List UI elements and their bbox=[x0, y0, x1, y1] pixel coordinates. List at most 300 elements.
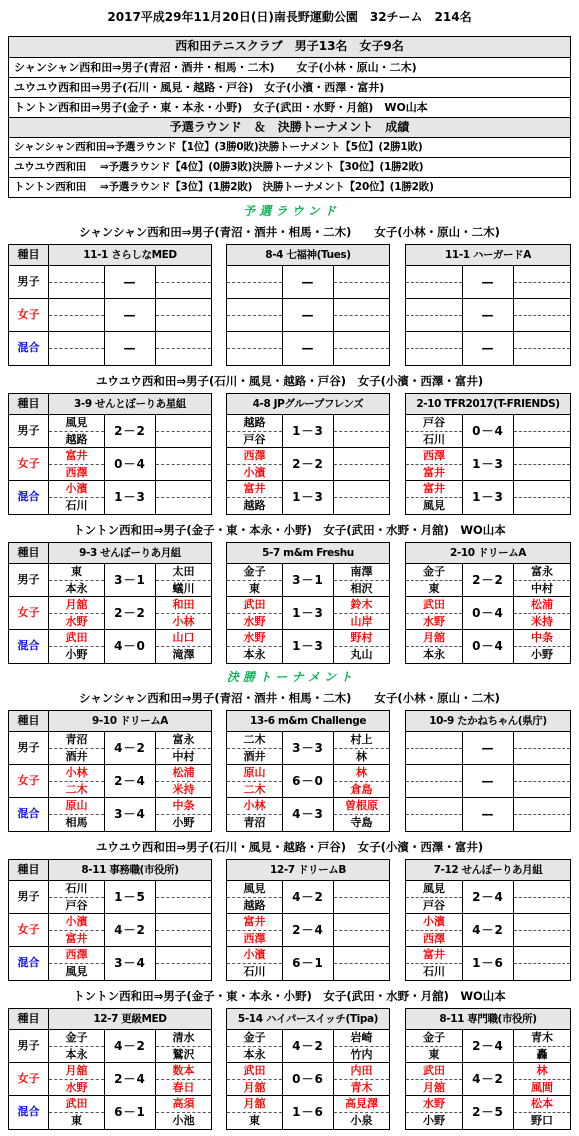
event-label: 男子 bbox=[9, 415, 48, 448]
player-name: 水野 bbox=[423, 1097, 445, 1110]
player-name bbox=[514, 814, 570, 830]
opponent-pair bbox=[334, 415, 389, 447]
our-pair bbox=[406, 266, 462, 298]
match-row bbox=[406, 564, 570, 597]
player-name bbox=[227, 315, 282, 331]
opponent-pair bbox=[156, 630, 211, 663]
player-name: 西澤 bbox=[49, 464, 104, 480]
player-name: 松浦 bbox=[531, 598, 553, 611]
player-name: 酒井 bbox=[227, 748, 282, 764]
stage-heading: 予 選 ラ ウ ン ド bbox=[243, 204, 336, 218]
player-name: 轟 bbox=[514, 1046, 570, 1062]
player-name bbox=[156, 348, 211, 364]
player-name bbox=[49, 348, 104, 364]
our-pair bbox=[406, 1063, 462, 1095]
player-name bbox=[334, 497, 389, 513]
player-name: 小泉 bbox=[334, 1112, 389, 1128]
team-section bbox=[0, 837, 579, 981]
player-name bbox=[227, 299, 282, 315]
opponent-pair bbox=[156, 448, 211, 480]
match-row bbox=[227, 914, 389, 947]
match-row bbox=[49, 448, 211, 481]
player-name bbox=[406, 299, 462, 315]
player-name: 金子 bbox=[423, 1031, 445, 1044]
opponent-pair bbox=[156, 947, 211, 980]
player-name: 小濱 bbox=[423, 915, 445, 928]
player-name: 石川 bbox=[65, 882, 88, 895]
match-row bbox=[227, 1030, 389, 1063]
score: 1－3 bbox=[282, 630, 334, 663]
player-name: 小濱 bbox=[65, 482, 88, 495]
our-pair bbox=[227, 564, 282, 596]
opponent-pair bbox=[514, 332, 570, 365]
player-name: 寺島 bbox=[334, 814, 389, 830]
player-name: 丸山 bbox=[334, 646, 389, 662]
our-pair bbox=[49, 415, 104, 447]
player-name bbox=[514, 282, 570, 298]
match-table bbox=[8, 393, 571, 515]
match-row bbox=[406, 266, 570, 299]
player-name: 本永 bbox=[49, 1046, 104, 1062]
club-header: 西和田テニスクラブ 男子13名 女子9名 bbox=[9, 37, 570, 57]
opponent-pair bbox=[514, 597, 570, 629]
opponent-pair bbox=[334, 798, 389, 831]
opponent-pair bbox=[514, 564, 570, 596]
opponent-pair bbox=[514, 765, 570, 797]
match-group bbox=[48, 542, 212, 664]
player-name: 本永 bbox=[406, 646, 462, 662]
opponent-pair bbox=[334, 881, 389, 913]
match-row bbox=[49, 630, 211, 663]
score: 6－1 bbox=[282, 947, 334, 980]
score: 4－2 bbox=[462, 914, 514, 946]
player-name: 青沼 bbox=[227, 814, 282, 830]
player-name: 水野 bbox=[406, 613, 462, 629]
player-name: 相馬 bbox=[49, 814, 104, 830]
match-group bbox=[226, 393, 390, 515]
player-name bbox=[406, 332, 462, 348]
score: 2－4 bbox=[104, 765, 156, 797]
player-name: 越路 bbox=[227, 897, 282, 913]
our-pair bbox=[406, 448, 462, 480]
player-name: 小野 bbox=[156, 814, 211, 830]
opponent-pair bbox=[156, 299, 211, 331]
score: 1－3 bbox=[282, 597, 334, 629]
event-label: 女子 bbox=[9, 765, 48, 798]
score: 1－6 bbox=[462, 947, 514, 980]
match-row bbox=[227, 415, 389, 448]
match-row bbox=[49, 564, 211, 597]
event-header: 種目 bbox=[9, 1009, 48, 1030]
match-row bbox=[49, 299, 211, 332]
opponent-pair bbox=[156, 732, 211, 764]
our-pair bbox=[227, 597, 282, 629]
match-group bbox=[226, 244, 390, 366]
player-name: 戸谷 bbox=[423, 416, 445, 429]
section-title: トントン西和田⇒男子(金子・東・本永・小野) 女子(武田・水野・月舘) WO山本 bbox=[73, 989, 506, 1003]
our-pair bbox=[227, 299, 282, 331]
player-name bbox=[156, 448, 211, 464]
match-row bbox=[227, 597, 389, 630]
score: 1－5 bbox=[104, 881, 156, 913]
opponent-header: 11-1 ハーガードA bbox=[406, 245, 570, 266]
player-name bbox=[156, 464, 211, 480]
match-group bbox=[226, 1008, 390, 1130]
score: 1－3 bbox=[462, 481, 514, 514]
our-pair bbox=[227, 1096, 282, 1129]
match-row bbox=[406, 732, 570, 765]
player-name: 富井 bbox=[423, 948, 445, 961]
opponent-header: 3-9 せんとぼーりあ星組 bbox=[49, 394, 211, 415]
player-name bbox=[406, 282, 462, 298]
opponent-pair bbox=[156, 332, 211, 365]
score: 4－3 bbox=[282, 798, 334, 831]
match-row bbox=[227, 765, 389, 798]
score: 1－3 bbox=[282, 415, 334, 447]
match-row bbox=[49, 332, 211, 365]
opponent-header: 11-1 さらしなMED bbox=[49, 245, 211, 266]
player-name: 鈴木 bbox=[350, 598, 373, 611]
player-name: 林 bbox=[536, 1064, 548, 1077]
match-row bbox=[227, 299, 389, 332]
player-name bbox=[156, 930, 211, 946]
player-name: 小池 bbox=[156, 1112, 211, 1128]
match-row bbox=[406, 630, 570, 663]
player-name: 武田 bbox=[243, 1064, 266, 1077]
match-group bbox=[48, 244, 212, 366]
event-label-column bbox=[8, 542, 48, 664]
team-result-line: シャンシャン西和田⇒予選ラウンド【1位】(3勝0敗)決勝トーナメント【5位】(2勝1敗) bbox=[9, 137, 570, 157]
our-pair bbox=[227, 630, 282, 663]
player-name: 滝澤 bbox=[156, 646, 211, 662]
our-pair bbox=[227, 448, 282, 480]
player-name: 富井 bbox=[49, 930, 104, 946]
opponent-header: 2-10 ドリームA bbox=[406, 543, 570, 564]
our-pair bbox=[49, 765, 104, 797]
player-name bbox=[156, 299, 211, 315]
event-label: 混合 bbox=[17, 341, 40, 354]
event-header: 種目 bbox=[9, 711, 48, 732]
player-name: 富井 bbox=[243, 915, 266, 928]
player-name: 米持 bbox=[514, 613, 570, 629]
score: 3－4 bbox=[104, 798, 156, 831]
player-name bbox=[334, 299, 389, 315]
our-pair bbox=[49, 1063, 104, 1095]
column-gap bbox=[212, 859, 226, 981]
team-roster-line: シャンシャン西和田⇒男子(青沼・酒井・相馬・二木) 女子(小林・原山・二木) bbox=[9, 57, 570, 77]
opponent-pair bbox=[334, 1096, 389, 1129]
player-name: 戸谷 bbox=[227, 431, 282, 447]
opponent-pair bbox=[334, 481, 389, 514]
event-label: 男子 bbox=[9, 564, 48, 597]
match-row bbox=[406, 1096, 570, 1129]
section-title: シャンシャン西和田⇒男子(青沼・酒井・相馬・二木) 女子(小林・原山・二木) bbox=[79, 225, 500, 239]
our-pair bbox=[406, 947, 462, 980]
match-row bbox=[49, 1063, 211, 1096]
player-name: 竹内 bbox=[334, 1046, 389, 1062]
match-row bbox=[406, 914, 570, 947]
player-name bbox=[334, 914, 389, 930]
score: 3－3 bbox=[282, 732, 334, 764]
player-name: 石川 bbox=[49, 497, 104, 513]
player-name bbox=[227, 332, 282, 348]
opponent-pair bbox=[514, 732, 570, 764]
player-name: 水野 bbox=[49, 1079, 104, 1095]
team-section bbox=[0, 986, 579, 1130]
player-name: 越路 bbox=[227, 497, 282, 513]
score: — bbox=[462, 765, 514, 797]
our-pair bbox=[227, 1063, 282, 1095]
match-row bbox=[49, 732, 211, 765]
event-label: 男子 bbox=[9, 1030, 48, 1063]
player-name bbox=[514, 748, 570, 764]
player-name bbox=[514, 781, 570, 797]
player-name: 武田 bbox=[65, 631, 88, 644]
player-name: 月舘 bbox=[65, 598, 88, 611]
player-name bbox=[156, 897, 211, 913]
score: 2－2 bbox=[462, 564, 514, 596]
player-name bbox=[514, 881, 570, 897]
team-result-line: トントン西和田 ⇒予選ラウンド【3位】(1勝2敗) 決勝トーナメント【20位】(1勝2敗) bbox=[9, 177, 570, 197]
player-name bbox=[227, 348, 282, 364]
player-name: 春日 bbox=[156, 1079, 211, 1095]
player-name bbox=[334, 481, 389, 497]
player-name bbox=[514, 947, 570, 963]
match-row bbox=[406, 332, 570, 365]
player-name: 小野 bbox=[49, 646, 104, 662]
event-label: 女子 bbox=[9, 914, 48, 947]
score: — bbox=[462, 266, 514, 298]
opponent-pair bbox=[156, 597, 211, 629]
club-summary-box bbox=[8, 36, 571, 198]
our-pair bbox=[227, 266, 282, 298]
player-name: 高須 bbox=[172, 1097, 195, 1110]
match-group bbox=[405, 393, 571, 515]
opponent-header: 8-11 専門職(市役所) bbox=[406, 1009, 570, 1030]
our-pair bbox=[227, 947, 282, 980]
opponent-pair bbox=[156, 1063, 211, 1095]
event-header: 種目 bbox=[9, 394, 48, 415]
player-name bbox=[156, 315, 211, 331]
match-row bbox=[406, 1063, 570, 1096]
our-pair bbox=[406, 732, 462, 764]
player-name: 富永 bbox=[172, 733, 195, 746]
opponent-pair bbox=[334, 732, 389, 764]
our-pair bbox=[406, 481, 462, 514]
match-group bbox=[226, 710, 390, 832]
opponent-pair bbox=[156, 798, 211, 831]
event-label: 混合 bbox=[17, 490, 40, 503]
match-table bbox=[8, 542, 571, 664]
player-name: 金子 bbox=[243, 1031, 266, 1044]
player-name: 金子 bbox=[65, 1031, 88, 1044]
player-name: 和田 bbox=[172, 598, 195, 611]
our-pair bbox=[406, 881, 462, 913]
our-pair bbox=[227, 1030, 282, 1062]
match-row bbox=[227, 630, 389, 663]
score: 4－2 bbox=[104, 1030, 156, 1062]
player-name: 小野 bbox=[514, 646, 570, 662]
player-name: 水野 bbox=[49, 613, 104, 629]
player-name bbox=[334, 266, 389, 282]
player-name bbox=[156, 947, 211, 963]
player-name: 戸谷 bbox=[406, 897, 462, 913]
opponent-header: 8-4 七福神(Tues) bbox=[227, 245, 389, 266]
our-pair bbox=[227, 881, 282, 913]
score: 2－2 bbox=[104, 597, 156, 629]
opponent-pair bbox=[334, 947, 389, 980]
player-name bbox=[406, 266, 462, 282]
match-row bbox=[406, 798, 570, 831]
player-name: 本永 bbox=[227, 646, 282, 662]
player-name bbox=[514, 497, 570, 513]
opponent-header: 13-6 m&m Challenge bbox=[227, 711, 389, 732]
player-name: 風見 bbox=[49, 963, 104, 979]
opponent-header: 10-9 たかねちゃん(県庁) bbox=[406, 711, 570, 732]
player-name bbox=[514, 431, 570, 447]
player-name bbox=[514, 798, 570, 814]
score: 3－4 bbox=[104, 947, 156, 980]
our-pair bbox=[227, 732, 282, 764]
player-name: 原山 bbox=[65, 799, 88, 812]
our-pair bbox=[227, 481, 282, 514]
player-name bbox=[156, 332, 211, 348]
score: 4－2 bbox=[282, 881, 334, 913]
player-name: 武田 bbox=[423, 598, 445, 611]
player-name: 小林 bbox=[65, 766, 88, 779]
score: — bbox=[282, 332, 334, 365]
match-row bbox=[49, 415, 211, 448]
opponent-pair bbox=[514, 630, 570, 663]
player-name bbox=[514, 897, 570, 913]
event-label-column bbox=[8, 1008, 48, 1130]
match-row bbox=[227, 732, 389, 765]
opponent-pair bbox=[156, 564, 211, 596]
match-group bbox=[226, 859, 390, 981]
player-name bbox=[227, 282, 282, 298]
player-name: 石川 bbox=[227, 963, 282, 979]
score: 1－3 bbox=[462, 448, 514, 480]
match-row bbox=[406, 597, 570, 630]
match-row bbox=[406, 947, 570, 980]
opponent-pair bbox=[156, 914, 211, 946]
our-pair bbox=[49, 564, 104, 596]
match-row bbox=[227, 1063, 389, 1096]
opponent-pair bbox=[514, 1030, 570, 1062]
match-group bbox=[405, 244, 571, 366]
opponent-pair bbox=[334, 299, 389, 331]
team-section bbox=[0, 520, 579, 664]
player-name: 岩崎 bbox=[350, 1031, 373, 1044]
match-row bbox=[227, 266, 389, 299]
player-name: 南澤 bbox=[350, 565, 373, 578]
player-name: 蟻川 bbox=[156, 580, 211, 596]
player-name bbox=[334, 332, 389, 348]
match-row bbox=[49, 798, 211, 831]
our-pair bbox=[406, 798, 462, 831]
column-gap bbox=[390, 542, 405, 664]
opponent-header: 2-10 TFR2017(T-FRIENDS) bbox=[406, 394, 570, 415]
our-pair bbox=[49, 266, 104, 298]
event-label: 男子 bbox=[9, 881, 48, 914]
player-name: 戸谷 bbox=[49, 897, 104, 913]
player-name: 中条 bbox=[172, 799, 195, 812]
event-header: 種目 bbox=[9, 543, 48, 564]
event-label: 混合 bbox=[17, 956, 40, 969]
column-gap bbox=[390, 393, 405, 515]
player-name bbox=[514, 299, 570, 315]
player-name bbox=[406, 348, 462, 364]
player-name bbox=[156, 415, 211, 431]
match-row bbox=[227, 564, 389, 597]
our-pair bbox=[49, 914, 104, 946]
player-name: 月舘 bbox=[65, 1064, 88, 1077]
match-row bbox=[49, 1030, 211, 1063]
player-name bbox=[406, 315, 462, 331]
match-table bbox=[8, 244, 571, 366]
our-pair bbox=[49, 1030, 104, 1062]
player-name: 西澤 bbox=[423, 449, 445, 462]
column-gap bbox=[212, 1008, 226, 1130]
player-name bbox=[49, 332, 104, 348]
player-name: 林 bbox=[356, 766, 367, 779]
event-label: 女子 bbox=[9, 1063, 48, 1096]
player-name: 青木 bbox=[334, 1079, 389, 1095]
match-row bbox=[49, 481, 211, 514]
player-name: 小林 bbox=[243, 799, 266, 812]
score: 0－4 bbox=[462, 630, 514, 663]
score: 0－4 bbox=[462, 415, 514, 447]
player-name: 月舘 bbox=[243, 1097, 266, 1110]
player-name bbox=[406, 732, 462, 748]
player-name bbox=[156, 481, 211, 497]
score: — bbox=[462, 299, 514, 331]
player-name: 倉島 bbox=[334, 781, 389, 797]
match-row bbox=[406, 299, 570, 332]
player-name: 武田 bbox=[423, 1064, 445, 1077]
player-name bbox=[406, 765, 462, 781]
opponent-pair bbox=[334, 597, 389, 629]
opponent-header: 9-10 ドリームA bbox=[49, 711, 211, 732]
player-name bbox=[49, 266, 104, 282]
match-group bbox=[48, 710, 212, 832]
opponent-pair bbox=[156, 765, 211, 797]
player-name bbox=[514, 266, 570, 282]
player-name: 風見 bbox=[243, 882, 266, 895]
score: 0－6 bbox=[282, 1063, 334, 1095]
player-name bbox=[227, 266, 282, 282]
score: — bbox=[462, 732, 514, 764]
opponent-pair bbox=[334, 630, 389, 663]
opponent-pair bbox=[514, 947, 570, 980]
our-pair bbox=[49, 1096, 104, 1129]
match-group bbox=[48, 859, 212, 981]
player-name: 金子 bbox=[243, 565, 266, 578]
player-name bbox=[334, 464, 389, 480]
column-gap bbox=[390, 244, 405, 366]
score: 4－2 bbox=[462, 1063, 514, 1095]
opponent-pair bbox=[334, 266, 389, 298]
player-name: 西澤 bbox=[65, 948, 88, 961]
section-title: トントン西和田⇒男子(金子・東・本永・小野) 女子(武田・水野・月舘) WO山本 bbox=[73, 523, 506, 537]
player-name: 越路 bbox=[49, 431, 104, 447]
match-row bbox=[227, 1096, 389, 1129]
player-name: 東 bbox=[227, 580, 282, 596]
player-name: 富井 bbox=[423, 482, 445, 495]
event-label: 男子 bbox=[9, 732, 48, 765]
opponent-pair bbox=[514, 881, 570, 913]
match-row bbox=[49, 881, 211, 914]
